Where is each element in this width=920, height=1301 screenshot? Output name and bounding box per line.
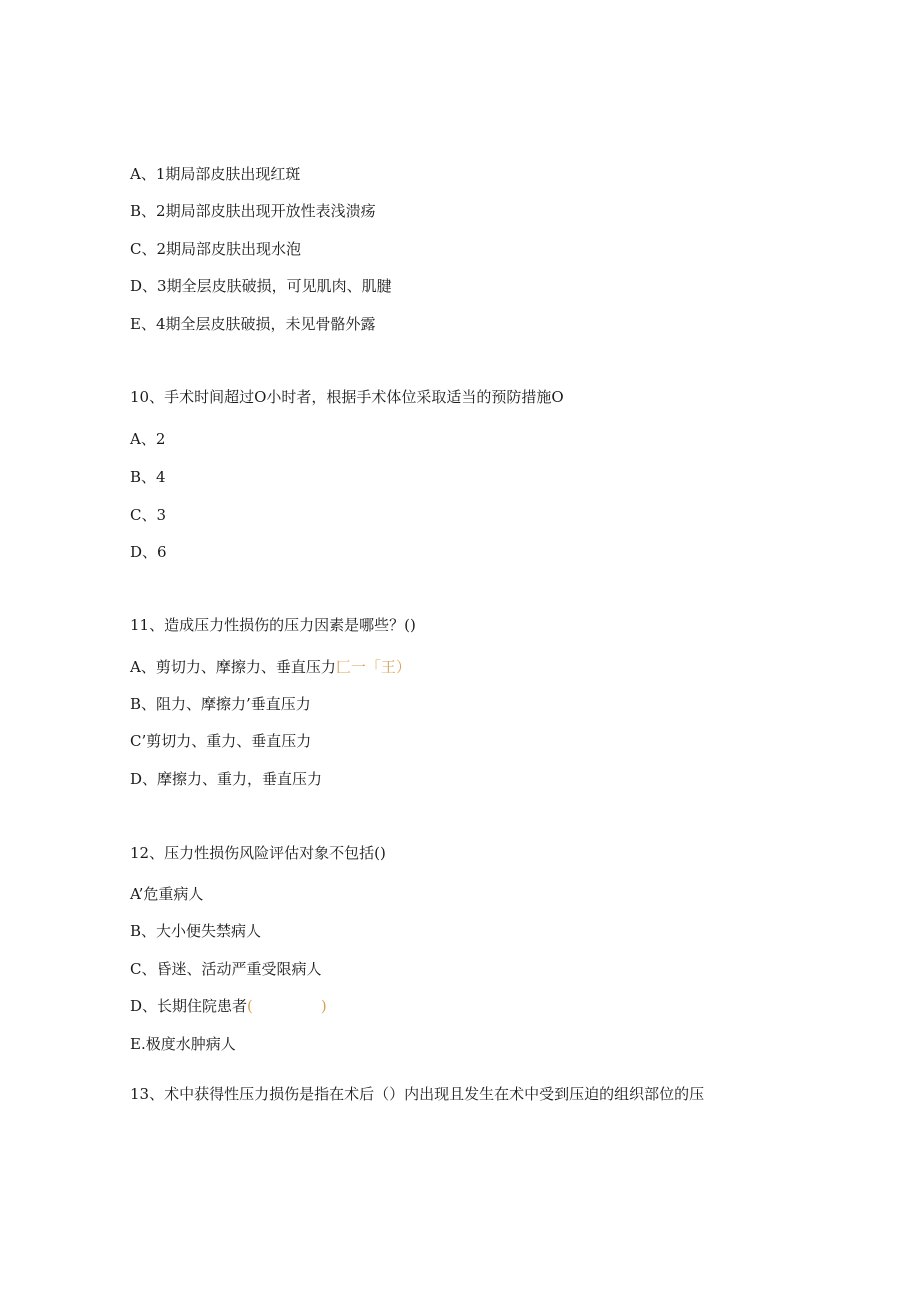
q11-option-d: D、摩擦力、重力，垂直压力 <box>130 770 323 788</box>
q12-option-d-text: D、长期住院患者 <box>130 997 248 1015</box>
q9-option-b: B、2期局部皮肤出现开放性表浅溃疡 <box>130 202 376 220</box>
q9-option-e: E、4期全层皮肤破损，未见骨骼外露 <box>130 315 376 333</box>
q13-stem: 13、术中获得性压力损伤是指在术后（）内出现且发生在术中受到压迫的组织部位的压 <box>130 1085 705 1103</box>
q10-option-c: C、3 <box>130 506 167 524</box>
q10-option-d: D、6 <box>130 543 167 561</box>
q12-option-d-mark-close: ) <box>320 997 327 1015</box>
q10-stem: 10、手术时间超过O小时者，根据手术体位采取适当的预防措施O <box>130 388 564 406</box>
q12-option-d-mark-open: ( <box>247 997 253 1015</box>
q9-option-d: D、3期全层皮肤破损，可见肌肉、肌腱 <box>130 277 392 295</box>
q10-option-a: A、2 <box>130 430 166 448</box>
q12-stem: 12、压力性损伤风险评估对象不包括() <box>130 844 386 862</box>
q12-option-e: E.极度水肿病人 <box>130 1035 236 1053</box>
q12-option-a: A’危重病人 <box>130 885 204 903</box>
q11-option-a-mark: 匚一「王） <box>335 658 411 676</box>
q11-option-b: B、阻力、摩擦力’垂直压力 <box>130 695 311 713</box>
q11-stem: 11、造成压力性损伤的压力因素是哪些？() <box>130 616 416 634</box>
q11-option-c: C’剪切力、重力、垂直压力 <box>130 732 312 750</box>
q9-option-c: C、2期局部皮肤出现水泡 <box>130 240 302 258</box>
q12-option-b: B、大小便失禁病人 <box>130 922 262 940</box>
q12-option-d <box>130 996 327 1016</box>
q11-option-a <box>130 657 411 677</box>
q12-option-c: C、昏迷、活动严重受限病人 <box>130 960 322 978</box>
q9-option-a: A、1期局部皮肤出现红斑 <box>130 165 301 183</box>
q11-option-a-text: A、剪切力、摩擦力、垂直压力 <box>130 658 336 676</box>
q10-option-b: B、4 <box>130 468 166 486</box>
